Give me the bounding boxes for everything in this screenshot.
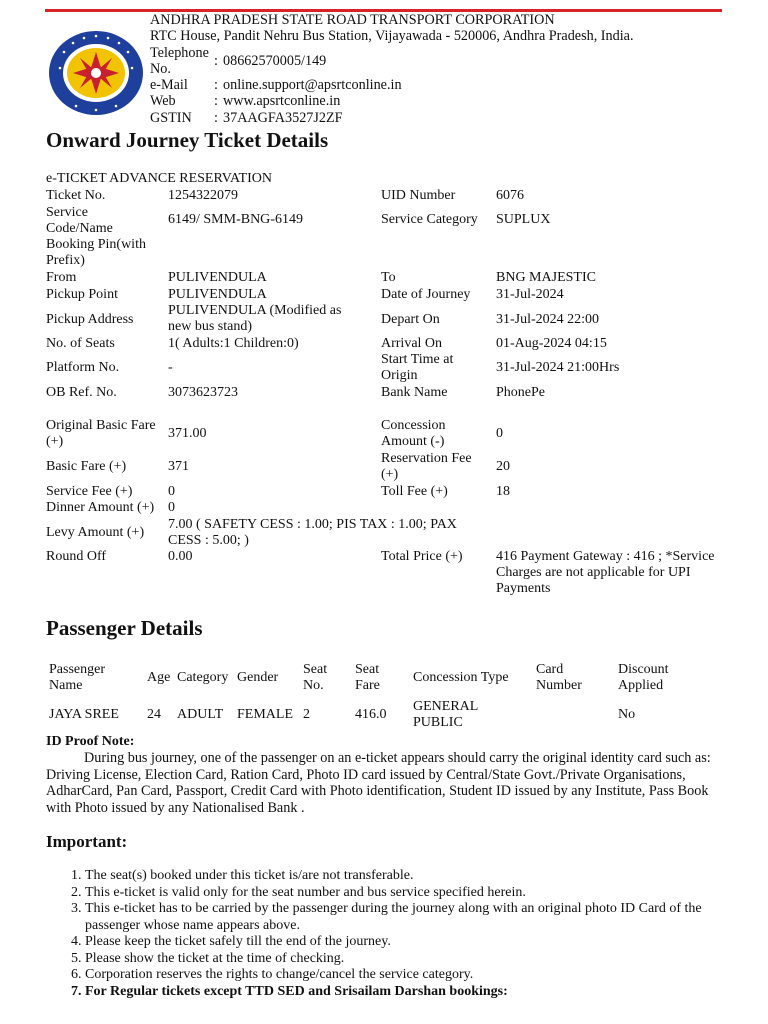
- date-of-journey-value: 31-Jul-2024: [496, 287, 564, 302]
- col-category: Category: [177, 670, 229, 685]
- service-category-value: SUPLUX: [496, 212, 551, 227]
- important-title: Important:: [46, 832, 128, 851]
- seats-label: No. of Seats: [46, 336, 115, 351]
- start-time-label: Start Time at Origin: [381, 352, 454, 383]
- bank-name-value: PhonePe: [496, 385, 545, 400]
- from-value: PULIVENDULA: [168, 270, 267, 285]
- from-label: From: [46, 270, 77, 285]
- web-label: Web: [150, 93, 176, 110]
- uid-label: UID Number: [381, 188, 456, 203]
- arrival-on-label: Arrival On: [381, 336, 443, 351]
- web-value[interactable]: www.apsrtconline.in: [223, 93, 341, 110]
- levy-amount-label: Levy Amount (+): [46, 525, 145, 540]
- age-cell: 24: [147, 707, 161, 722]
- dinner-amount-value: 0: [168, 500, 175, 515]
- seat-fare-cell: 416.0: [355, 707, 387, 722]
- ob-ref-value: 3073623723: [168, 385, 238, 400]
- toll-fee-value: 18: [496, 484, 510, 499]
- seat-no-cell: 2: [303, 707, 310, 722]
- list-item: 1. The seat(s) booked under this ticket is/are not transferable.: [85, 868, 745, 885]
- list-item: 4. Please keep the ticket safely till the end of the journey.: [85, 934, 745, 951]
- booking-pin-label: Booking Pin(with Prefix): [46, 237, 146, 268]
- basic-fare-label: Basic Fare (+): [46, 459, 127, 474]
- passenger-header-row: [46, 660, 685, 696]
- total-price-label: Total Price (+): [381, 549, 463, 564]
- discount-applied-cell: No: [618, 707, 636, 722]
- list-item: 6. Corporation reserves the rights to change/cancel the service category.: [85, 967, 745, 984]
- concession-amount-label: Concession Amount (-): [381, 418, 446, 449]
- platform-label: Platform No.: [46, 360, 120, 375]
- seats-value: 1( Adults:1 Children:0): [168, 336, 299, 351]
- page-title: Onward Journey Ticket Details: [46, 128, 329, 152]
- start-time-value: 31-Jul-2024 21:00Hrs: [496, 360, 620, 375]
- list-item: 7. For Regular tickets except TTD SED and Srisailam Darshan bookings:: [85, 984, 745, 1001]
- depart-on-label: Depart On: [381, 312, 440, 327]
- gstin-value: 37AAGFA3527J2ZF: [223, 109, 343, 126]
- total-price-value: 416 Payment Gateway : 416 ; *Service Charges are not applicable for UPI Payments: [496, 549, 715, 596]
- ob-ref-label: OB Ref. No.: [46, 385, 117, 400]
- concession-type-cell: GENERAL PUBLIC: [413, 699, 478, 730]
- col-seat-fare: Seat Fare: [355, 662, 380, 693]
- id-proof-text: During bus journey, one of the passenger on an e-ticket appears should carry the original identity card such as: Driving License, Election Card, Ration Card, Photo ID card issued by Central/State Govt./Private Organisations, AdharCard, Pan Card, Passport, Credit Card with Photo identification, Student ID issued by any Institute, Pass Book with Photo issued by any Nationalised Bank .: [46, 750, 711, 816]
- apsrtc-logo: [48, 30, 144, 116]
- passenger-table: [46, 660, 685, 734]
- table-row: [46, 696, 685, 734]
- pickup-point-value: PULIVENDULA: [168, 287, 267, 302]
- original-fare-value: 371.00: [168, 426, 207, 441]
- depart-on-value: 31-Jul-2024 22:00: [496, 312, 600, 327]
- pickup-point-label: Pickup Point: [46, 287, 118, 302]
- service-code-value: 6149/ SMM-BNG-6149: [168, 212, 303, 227]
- to-label: To: [381, 270, 396, 285]
- col-seat-no: Seat No.: [303, 662, 328, 693]
- original-fare-label: Original Basic Fare (+): [46, 418, 156, 449]
- pickup-address-label: Pickup Address: [46, 312, 134, 327]
- ticket-no-value: 1254322079: [168, 188, 238, 203]
- org-address: RTC House, Pandit Nehru Bus Station, Vijayawada - 520006, Andhra Pradesh, India.: [150, 28, 634, 45]
- card-number-cell: [533, 696, 615, 734]
- pickup-address-value: PULIVENDULA (Modified as new bus stand): [168, 303, 342, 334]
- passenger-name-cell: JAYA SREE: [49, 707, 119, 722]
- concession-amount-value: 0: [496, 426, 503, 441]
- list-item: 3. This e-ticket has to be carried by the passenger during the journey along with an original photo ID Card of the passenger whose name appears above.: [85, 901, 745, 934]
- bank-name-label: Bank Name: [381, 385, 448, 400]
- passenger-section-title: Passenger Details: [46, 616, 203, 640]
- important-list: [46, 868, 745, 1000]
- platform-value: -: [168, 360, 173, 375]
- service-code-label: Service Code/Name: [46, 205, 113, 236]
- to-value: BNG MAJESTIC: [496, 270, 596, 285]
- col-passenger-name: Passenger Name: [49, 662, 105, 693]
- service-fee-label: Service Fee (+): [46, 484, 133, 499]
- email-value[interactable]: online.support@apsrtconline.in: [223, 76, 402, 93]
- date-of-journey-label: Date of Journey: [381, 287, 471, 302]
- col-card-number: Card Number: [536, 662, 582, 693]
- service-category-label: Service Category: [381, 212, 478, 227]
- ticket-type: e-TICKET ADVANCE RESERVATION: [46, 171, 272, 186]
- arrival-on-value: 01-Aug-2024 04:15: [496, 336, 607, 351]
- category-cell: ADULT: [177, 707, 224, 722]
- col-discount-applied: Discount Applied: [618, 662, 669, 693]
- service-fee-value: 0: [168, 484, 175, 499]
- reservation-fee-label: Reservation Fee (+): [381, 451, 472, 482]
- telephone-value: 08662570005/149: [223, 52, 327, 69]
- org-header: ANDHRA PRADESH STATE ROAD TRANSPORT CORPORATION RTC House, Pandit Nehru Bus Station, Vijayawada - 520006, Andhra Pradesh, India. Telephone No. : 08662570005/149 e-Mail : online.support@apsrtconline.in Web : www.apsrtconline.in GSTIN : 37AAGFA3527J2ZF: [150, 12, 634, 126]
- ticket-no-label: Ticket No.: [46, 188, 106, 203]
- list-item: 5. Please show the ticket at the time of checking.: [85, 951, 745, 968]
- toll-fee-label: Toll Fee (+): [381, 484, 448, 499]
- uid-value: 6076: [496, 188, 524, 203]
- gstin-label: GSTIN: [150, 109, 192, 126]
- round-off-label: Round Off: [46, 549, 107, 564]
- telephone-label: Telephone No.: [150, 44, 209, 77]
- basic-fare-value: 371: [168, 459, 189, 474]
- gender-cell: FEMALE: [237, 707, 293, 722]
- reservation-fee-value: 20: [496, 459, 510, 474]
- list-item: 2. This e-ticket is valid only for the seat number and bus service specified herein.: [85, 885, 745, 902]
- col-age: Age: [147, 670, 171, 685]
- col-gender: Gender: [237, 670, 279, 685]
- org-name: ANDHRA PRADESH STATE ROAD TRANSPORT CORPORATION: [150, 12, 555, 28]
- col-concession-type: Concession Type: [413, 670, 509, 685]
- dinner-amount-label: Dinner Amount (+): [46, 500, 155, 515]
- email-label: e-Mail: [150, 76, 188, 93]
- levy-amount-value: 7.00 ( SAFETY CESS : 1.00; PIS TAX : 1.00; PAX CESS : 5.00; ): [168, 517, 457, 548]
- round-off-value: 0.00: [168, 549, 193, 564]
- id-proof-title: ID Proof Note:: [46, 734, 135, 749]
